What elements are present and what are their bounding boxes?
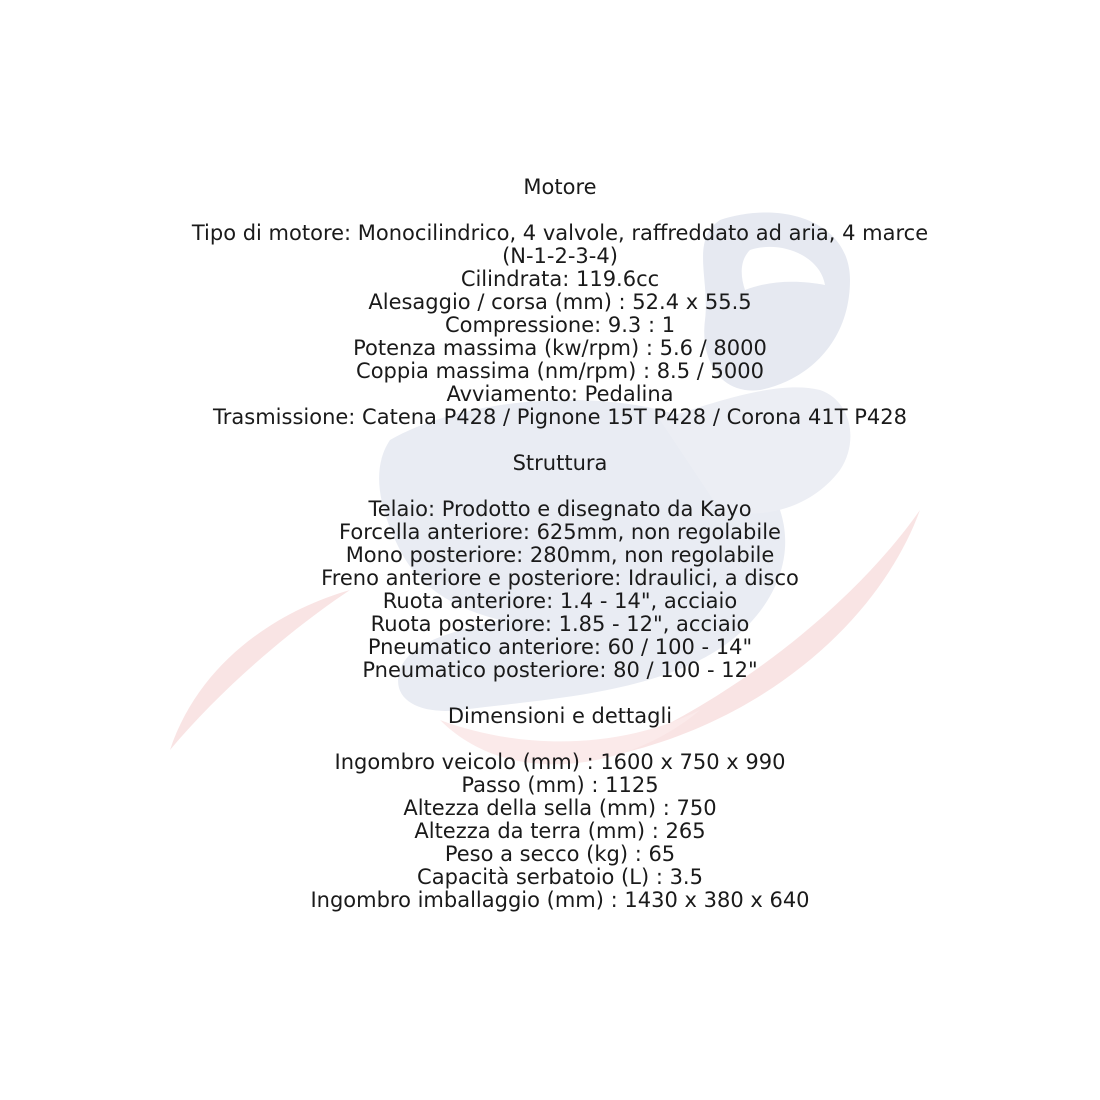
section-title-engine: Motore (523, 175, 597, 199)
spec-line-brakes: Freno anteriore e posteriore: Idraulici, a disco (321, 566, 799, 590)
spec-line-displacement: Cilindrata: 119.6cc (460, 267, 660, 291)
spec-line-front-wheel: Ruota anteriore: 1.4 - 14", acciaio (382, 589, 738, 613)
spec-line-package-size: Ingombro imballaggio (mm) : 1430 x 380 x 640 (310, 888, 810, 912)
spec-sheet (180, 176, 940, 912)
section-dimensions (180, 705, 940, 912)
spec-line-front-tire: Pneumatico anteriore: 60 / 100 - 14" (367, 635, 753, 659)
spec-line-tank-capacity: Capacità serbatoio (L) : 3.5 (417, 865, 703, 889)
spec-line-rear-tire: Pneumatico posteriore: 80 / 100 - 12" (362, 658, 758, 682)
section-title-dimensions: Dimensioni e dettagli (447, 704, 673, 728)
spec-line-ground-clearance: Altezza da terra (mm) : 265 (414, 819, 706, 843)
spec-line-frame: Telaio: Prodotto e disegnato da Kayo (368, 497, 752, 521)
section-title-structure: Struttura (512, 451, 608, 475)
section-engine (180, 176, 940, 429)
spec-line-rear-wheel: Ruota posteriore: 1.85 - 12", acciaio (370, 612, 750, 636)
spec-line-max-torque: Coppia massima (nm/rpm) : 8.5 / 5000 (356, 359, 764, 383)
spec-line-seat-height: Altezza della sella (mm) : 750 (403, 796, 717, 820)
spec-line-wheelbase: Passo (mm) : 1125 (461, 773, 659, 797)
spec-line-max-power: Potenza massima (kw/rpm) : 5.6 / 8000 (353, 336, 767, 360)
spec-line-bore-stroke: Alesaggio / corsa (mm) : 52.4 x 55.5 (368, 290, 752, 314)
section-structure (180, 452, 940, 682)
spec-line-compression: Compressione: 9.3 : 1 (444, 313, 676, 337)
spec-line-engine-type: Tipo di motore: Monocilindrico, 4 valvole, raffreddato ad aria, 4 marce (N-1-2-3-4) (191, 221, 929, 268)
spec-line-dry-weight: Peso a secco (kg) : 65 (444, 842, 676, 866)
spec-line-front-fork: Forcella anteriore: 625mm, non regolabile (339, 520, 781, 544)
spec-line-transmission: Trasmissione: Catena P428 / Pignone 15T P428 / Corona 41T P428 (213, 405, 907, 429)
spec-line-starter: Avviamento: Pedalina (446, 382, 674, 406)
spec-line-vehicle-size: Ingombro veicolo (mm) : 1600 x 750 x 990 (334, 750, 786, 774)
spec-line-rear-shock: Mono posteriore: 280mm, non regolabile (345, 543, 775, 567)
